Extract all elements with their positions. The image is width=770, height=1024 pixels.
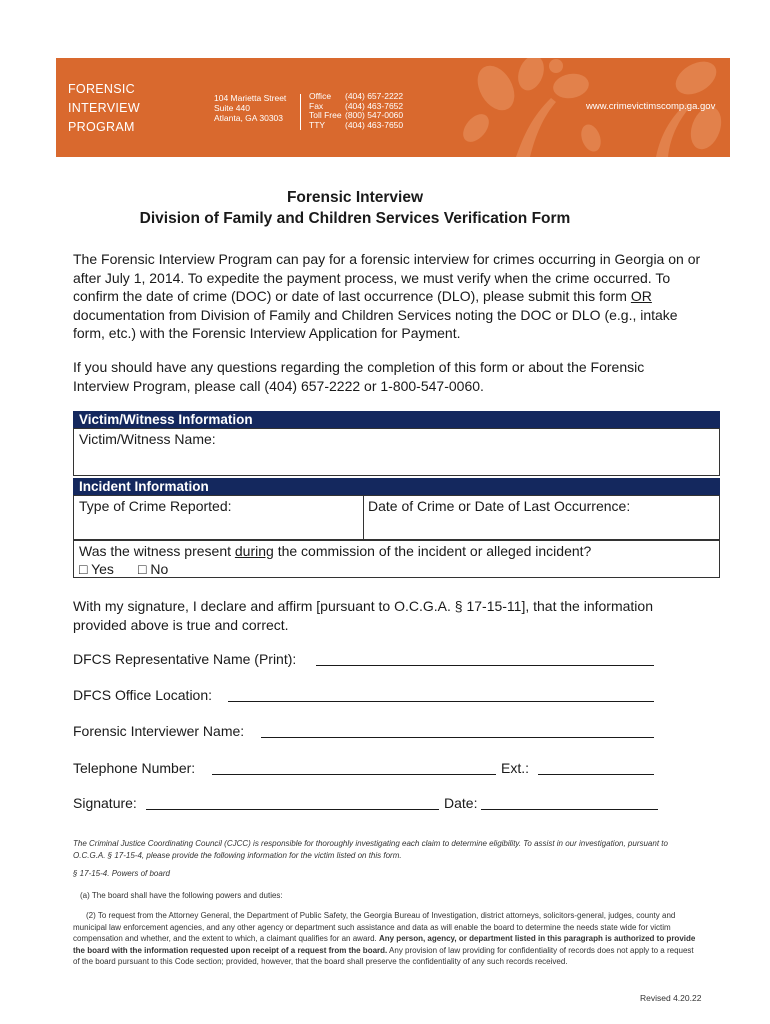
ext-label: Ext.:	[501, 760, 530, 776]
contact-block: Office (404) 657-2222 Fax (404) 463-7652 Toll Free (800) 547-0060 TTY (404) 463-7650	[309, 91, 404, 130]
dfcs-office-line[interactable]	[228, 701, 654, 702]
dfcs-name-label: DFCS Representative Name (Print):	[73, 651, 297, 667]
victim-section-header: Victim/Witness Information	[73, 411, 720, 428]
form-title: Forensic Interview	[286, 189, 424, 206]
crime-type-label: Type of Crime Reported:	[79, 498, 232, 514]
ext-line[interactable]	[538, 774, 654, 775]
intro-paragraph: The Forensic Interview Program can pay for a forensic interview for crimes occurring in Georgia on or after July 1, 2014. To expedite the payment process, we must verify when the crime occurred. To confirm the date of crime (DOC) or date of last occurrence (DLO), please submit this form OR documentation from Division of Family and Children Services noting the DOC or DLO (e.g., intake form, etc.) with the Forensic Interview Application for Payment.	[73, 251, 701, 341]
signature-label: Signature:	[73, 795, 137, 811]
phone-line[interactable]	[212, 774, 496, 775]
address-block: 104 Marietta Street Suite 440 Atlanta, GA 30303	[214, 93, 287, 123]
date-line[interactable]	[481, 809, 658, 810]
declaration-text: With my signature, I declare and affirm [pursuant to O.C.G.A. § 17-15-11], that the information provided above is true and correct.	[73, 598, 653, 633]
interviewer-label: Forensic Interviewer Name:	[73, 723, 245, 739]
statute-subsection-2: (2) To request from the Attorney General, the Department of Public Safety, the Georgia Bureau of Investigation, district attorneys, solicitors-general, judges, county and municipal law enforcement agencies, and any other agency or department such assistance and data as will enable the board to determine the needs state wide for victim compensation and whether, and the extent to which, a claimant qualifies for an award. Any person, agency, or department listed in this paragraph is authorized to provide the board with the information requested upon receipt of a request from the board. Any provision of law providing for confidentiality of records does not apply to a request of the board pursuant to this Code section; provided, however, that the board shall preserve the confidentiality of any such records received.	[73, 911, 696, 966]
yes-checkbox[interactable]: □ Yes	[79, 561, 114, 577]
contact-paragraph: If you should have any questions regarding the completion of this form or about the Forensic Interview Program, please call (404) 657-2222 or 1-800-547-0060.	[73, 359, 645, 394]
program-logo-text: FORENSIC INTERVIEW PROGRAM	[68, 82, 140, 134]
divider	[300, 94, 301, 130]
website-text: www.crimevictimscomp.ga.gov	[586, 101, 716, 112]
cjcc-note: The Criminal Justice Coordinating Council (CJCC) is responsible for thoroughly investigating each claim to determine eligibility. To assist in our investigation, pursuant to O.C.G.A. § 17-15-4, please provide the following information for the victim listed on this form.	[73, 839, 668, 860]
date-of-crime-label: Date of Crime or Date of Last Occurrence:	[368, 498, 631, 514]
signature-line[interactable]	[146, 809, 439, 810]
statute-heading: § 17-15-4. Powers of board	[73, 869, 170, 878]
cell-divider	[363, 496, 364, 539]
statute-subsection-a: (a) The board shall have the following powers and duties:	[80, 891, 283, 900]
victim-name-field[interactable]	[73, 428, 720, 476]
incident-section-header: Incident Information	[73, 478, 720, 495]
interviewer-line[interactable]	[261, 737, 654, 738]
revision-date: Revised 4.20.22	[640, 993, 702, 1003]
form-subtitle: Division of Family and Children Services Verification Form	[139, 210, 571, 227]
no-checkbox[interactable]: □ No	[138, 561, 169, 577]
dfcs-office-label: DFCS Office Location:	[73, 687, 213, 703]
victim-name-label: Victim/Witness Name:	[79, 431, 216, 447]
phone-label: Telephone Number:	[73, 760, 196, 776]
header-banner	[56, 58, 730, 157]
incident-row	[73, 495, 720, 540]
witness-question: Was the witness present during the commission of the incident or alleged incident?	[79, 543, 592, 559]
date-label: Date:	[444, 795, 478, 811]
dfcs-name-line[interactable]	[316, 665, 654, 666]
witness-question-box	[73, 540, 720, 578]
